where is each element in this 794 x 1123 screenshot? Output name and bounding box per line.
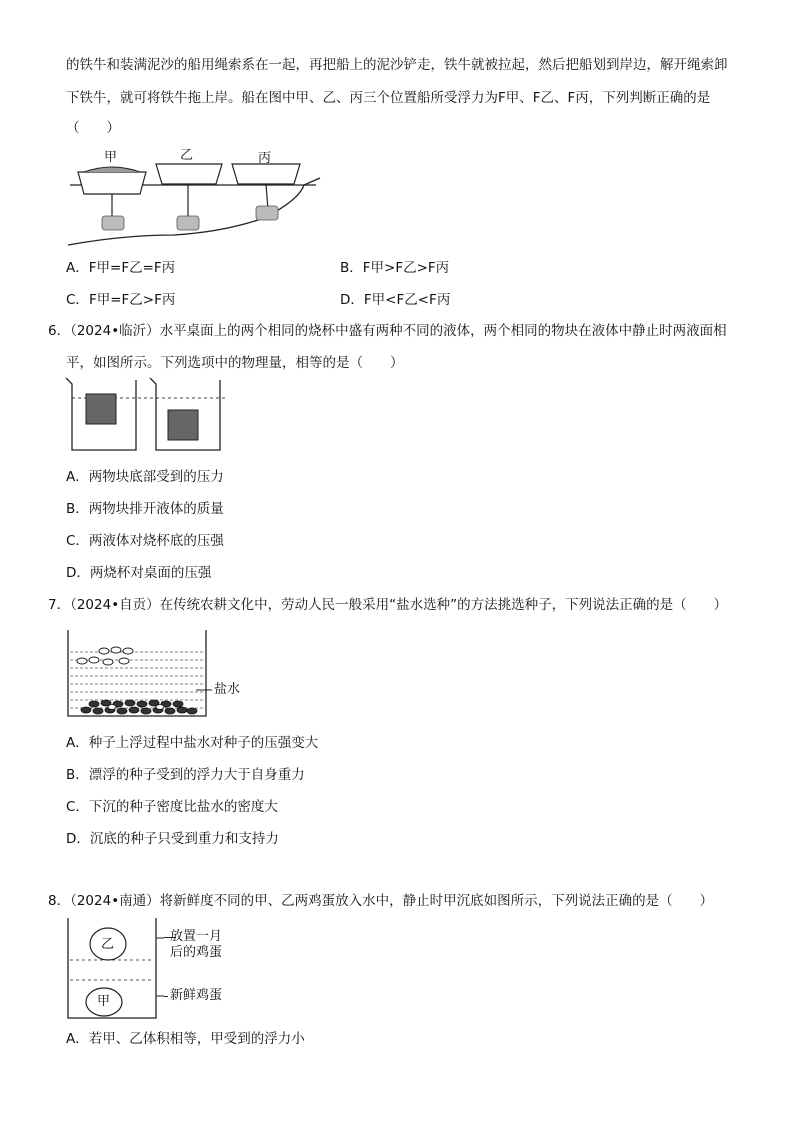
q6-option-c: C．两液体对烧杯底的压强	[66, 533, 224, 549]
q5-answer-blank: （ ）	[66, 120, 120, 136]
q8-label-fresh-egg: 新鲜鸡蛋	[170, 988, 223, 1003]
q7-option-d: D．沉底的种子只受到重力和支持力	[66, 831, 279, 847]
q6-beakers-figure	[64, 376, 244, 456]
boat-jia	[78, 167, 146, 230]
q5-text-line1: 的铁牛和装满泥沙的船用绳索系在一起，再把船上的泥沙铲走，铁牛就被拉起，然后把船划到岸边，解开绳索卸	[66, 57, 728, 73]
boat-label-jia: 甲	[104, 150, 118, 165]
q7-option-b: B．漂浮的种子受到的浮力大于自身重力	[66, 767, 305, 783]
boat-bing	[232, 164, 300, 220]
egg-label-yi: 乙	[101, 937, 115, 952]
q7-option-a: A．种子上浮过程中盐水对种子的压强变大	[66, 735, 319, 751]
q6-option-b: B．两物块排开液体的质量	[66, 501, 224, 517]
q8-eggs-figure	[64, 916, 164, 1022]
q8-text-line1: 8．（2024•南通）将新鲜度不同的甲、乙两鸡蛋放入水中，静止时甲沉底如图所示，下列说法正确的是（ ）	[48, 893, 714, 909]
q6-text-line1: 6．（2024•临沂）水平桌面上的两个相同的烧杯中盛有两种不同的液体，两个相同的物块在液体中静止时两液面相	[48, 323, 727, 339]
q8-label-aged-egg-1: 放置一月	[170, 929, 223, 944]
q8-leader-bottom	[164, 996, 168, 997]
q7-text-line1: 7．（2024•自贡）在传统农耕文化中，劳动人民一般采用“盐水选种”的方法挑选种子，下列说法正确的是（ ）	[48, 597, 728, 613]
q5-option-c: C．F甲=F乙>F丙	[66, 292, 176, 308]
boat-label-bing: 丙	[258, 151, 272, 166]
q6-text-line2: 平，如图所示。下列选项中的物理量，相等的是（ ）	[66, 355, 404, 371]
q7-salt-water-figure	[64, 628, 214, 720]
q5-text-line2: 下铁牛，就可将铁牛拖上岸。船在图中甲、乙、丙三个位置船所受浮力为F甲、F乙、F丙，下列判断正确的是	[66, 90, 711, 106]
q8-option-a: A．若甲、乙体积相等，甲受到的浮力小	[66, 1031, 305, 1047]
q5-option-b: B．F甲>F乙>F丙	[340, 260, 450, 276]
q8-label-aged-egg-2: 后的鸡蛋	[170, 945, 223, 960]
q7-option-c: C．下沉的种子密度比盐水的密度大	[66, 799, 278, 815]
q5-option-a: A．F甲=F乙=F丙	[66, 260, 176, 276]
q7-label-salt-water: 盐水	[214, 682, 241, 697]
egg-label-jia: 甲	[97, 994, 111, 1009]
q6-option-a: A．两物块底部受到的压力	[66, 469, 224, 485]
q5-boats-figure	[64, 140, 324, 250]
q5-option-d: D．F甲<F乙<F丙	[340, 292, 451, 308]
boat-label-yi: 乙	[180, 148, 194, 163]
boat-yi	[156, 164, 222, 230]
q6-option-d: D．两烧杯对桌面的压强	[66, 565, 212, 581]
